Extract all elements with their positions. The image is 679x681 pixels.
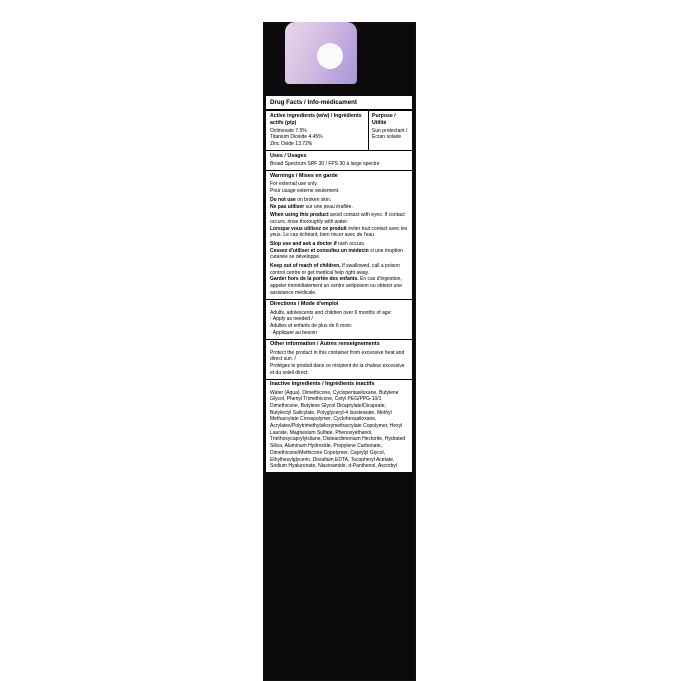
purpose-column: [368, 111, 412, 150]
drug-facts-panel: [266, 96, 412, 472]
warnings-lead-en: For external use only.: [270, 180, 318, 187]
warning-item-fr-bold: Cessez d'utiliser et consultez un médecin: [270, 247, 369, 254]
warnings-heading: Warnings / Mises en garde: [270, 172, 338, 179]
warning-item: [270, 241, 408, 261]
warning-item-en-rest: on broken skin.: [295, 196, 332, 203]
warning-item-en-rest: If swallowed, call a poison control centre or get medical help right away.: [270, 263, 400, 276]
warning-item-en: [270, 197, 408, 204]
drug-facts-title: Drug Facts / Info-médicament: [266, 96, 412, 111]
active-ingredients-table: [266, 111, 412, 151]
warning-item-en-bold: Do not use: [270, 196, 296, 203]
warning-item-en-rest: rash occurs.: [336, 240, 366, 247]
warning-item: [270, 197, 408, 210]
uses-text: Broad Spectrum SPF 30 / FPS 30 à large spectre: [266, 161, 412, 171]
warnings-lead: [266, 181, 412, 197]
warning-item: [270, 212, 408, 239]
warnings-lead-fr: Pour usage externe seulement.: [270, 187, 340, 194]
warning-item-fr: [270, 276, 408, 296]
uses-heading: Uses / Usages: [270, 152, 307, 159]
warning-item-en-rest: avoid contact with eyes. If contact occurs, rinse thoroughly with water.: [270, 212, 405, 225]
warning-item: [270, 263, 408, 296]
active-ingredients-header: Active ingredients (w/w) / Ingrédients actifs (p/p): [270, 112, 362, 126]
warning-item-fr: [270, 204, 408, 211]
inactive-ingredients-text: Water (Aqua), Dimethicone, Cyclopentasiloxane, Butylene Glycol, Phenyl Trimethicone, Cetyl PEG/PPG-10/1 Dimethicone, Butylene Glycol Dicaprylate/Dicaprate, Butylectyl Salicylate, Polyglyceryl-4 Isostearate, Methyl Methacrylate Crosspolymer, Cyclohexasiloxane, Acrylates/Polytrimethylsiloxymethacrylate Copolymer, Hexyl Laurate, Magnesium Sulfate, Phenoxyethanol, Triethoxycaprylylsilane, Disteardimonium Hectorite, Hydrated Silica, Aluminum Hydroxide, Propylene Carbonate, Dimethicone/Methicone Copolymer, Caprylyl Glycol, Ethylhexylglycerin, Disodium EDTA, Tocopheryl Acetate, Sodium Hyaluronate, Niacinamide, d-Panthenol, Ascorbyl: [270, 389, 406, 470]
directions-line: · Apply as needed /: [270, 316, 313, 323]
warning-item-en-bold: When using this product: [270, 212, 329, 219]
directions-text: [266, 310, 412, 339]
package-cap-hole: [317, 43, 343, 69]
warning-item-en: [270, 212, 408, 225]
directions-line: Adultes et enfants de plus de 6 mois:: [270, 323, 352, 330]
warning-item-en-bold: Keep out of reach of children.: [270, 263, 341, 270]
warning-item-fr: [270, 248, 408, 261]
warning-item-fr-bold: Lorsque vous utilisez ce produit: [270, 225, 347, 232]
directions-line: · Appliquer au besoin: [270, 329, 317, 336]
purpose-item: Écran solaire: [372, 134, 402, 141]
active-ingredient-item: Titanium Dioxide 4.45%: [270, 134, 323, 141]
purpose-item: Sun protectant /: [372, 127, 408, 134]
other-information-text: [266, 350, 412, 379]
warnings-list: [266, 197, 412, 299]
other-information-line: Protect the product in this container from excessive heat and direct sun. /: [270, 349, 405, 363]
warning-item-en: [270, 263, 408, 276]
inactive-ingredients-heading: Inactive ingredients / Ingrédients inactifs: [270, 381, 375, 388]
warning-item-en-bold: Stop use and ask a doctor if: [270, 240, 337, 247]
warning-item-fr-rest: sur une peau éraflée.: [304, 203, 353, 210]
warning-item-fr: [270, 226, 408, 239]
warning-item-fr-rest: éviter tout contact avec les yeux. Le cas échéant, bien rincer avec de l'eau: [270, 225, 408, 239]
directions-line: Adults, adolescents and children over 6 months of age:: [270, 309, 392, 316]
warning-item-fr-bold: Ne pas utiliser: [270, 203, 305, 210]
directions-heading: Directions / Mode d'emploi: [270, 301, 339, 308]
active-ingredients-column: [266, 111, 368, 150]
active-ingredient-item: Zinc Oxide 13.72%: [270, 141, 313, 148]
active-ingredient-item: Octinoxate 7.5%: [270, 127, 307, 134]
warning-item-fr-bold: Garder hors de la portée des enfants.: [270, 276, 359, 283]
warning-item-en: [270, 241, 408, 248]
warning-item-fr-rest: si une éruption cutanée se développe.: [270, 247, 403, 261]
warning-item-fr-rest: En cas d'ingestion, appeler immédiatement un centre antipoison ou obtenir une assistance médicale.: [270, 276, 403, 296]
purpose-header: Purpose / Utilité: [372, 112, 396, 126]
other-information-line: Protégez le produit dans ce récipient de la chaleur excessive et du soleil direct.: [270, 363, 405, 376]
other-information-heading: Other information / Autres renseignements: [270, 341, 380, 348]
